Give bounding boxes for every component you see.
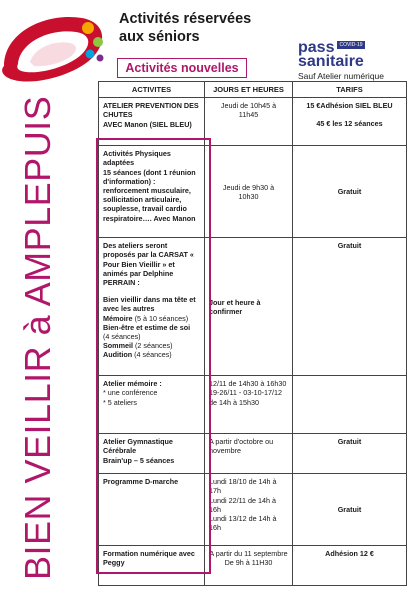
covid-tag: COVID-19 [339, 42, 363, 48]
workshop-line [103, 350, 200, 359]
workshop-sessions: (4 séances) [103, 332, 141, 342]
schedule-cell [205, 474, 293, 546]
price-cell [293, 98, 407, 146]
price-cell [293, 434, 407, 474]
activity-intro: Des ateliers seront proposés par la CARSAT « Pour Bien Vieillir » et animés par Delphine PERRAIN : [103, 241, 194, 288]
schedule-line: Lundi 18/10 de 14h à 17h [209, 477, 277, 496]
schedule-line: 19-26/11 - 03-10-17/12 [209, 388, 282, 398]
document-title [119, 10, 251, 46]
schedule-line: Lundi 13/12 de 14h à 16h [209, 514, 277, 533]
side-title: BIEN VEILLIR à AMPLEPUIS [17, 95, 58, 580]
activity-title: Formation numérique avec Peggy [103, 549, 195, 568]
schedule-line: 11h45 [238, 110, 259, 120]
sanitaire-word: sanitaire [298, 53, 364, 70]
schedule-line: De 9h à 11H30 [224, 558, 273, 568]
price-line: Gratuit [337, 437, 362, 447]
schedule-line: Jeudi de 10h45 à [220, 101, 277, 111]
schedule-line: Jeudi de 9h30 à [222, 182, 275, 192]
schedule-cell [205, 146, 293, 238]
header-schedule: JOURS ET HEURES [205, 82, 293, 98]
price-line: Gratuit [337, 505, 362, 515]
table-row [99, 474, 407, 546]
schedule-cell [205, 238, 293, 376]
activity-cell [99, 434, 205, 474]
header-activities: ACTIVITES [99, 82, 205, 98]
workshop-name: Bien-être et estime de soi [103, 322, 191, 332]
table-row [99, 146, 407, 238]
price-line: Gratuit [337, 241, 362, 251]
price-line: 15 €Adhésion SIEL BLEU [306, 101, 393, 111]
title-line-1: Activités réservées [119, 11, 252, 27]
workshop-name: Mémoire [103, 313, 133, 323]
activity-detail: * 5 ateliers [103, 397, 137, 407]
activity-cell [99, 546, 205, 586]
price-cell [293, 474, 407, 546]
schedule-line: A partir d'octobre ou novembre [209, 437, 274, 456]
schedule-line: 12/11 de 14h30 à 16h30 [209, 379, 287, 389]
workshop-name: Audition [103, 350, 133, 360]
workshop-sessions: (2 séances) [134, 341, 173, 351]
activity-title: Activités Physiques adaptées [103, 149, 171, 168]
activities-table [98, 81, 407, 586]
schedule-line: Lundi 22/11 de 14h à 16h [209, 495, 277, 514]
activity-title: Programme D-marche [103, 477, 179, 487]
header-price: TARIFS [293, 82, 407, 98]
title-line-2: aux séniors [119, 29, 200, 45]
pass-note: Sauf Atelier numérique [298, 71, 384, 81]
schedule-cell [205, 546, 293, 586]
workshop-line [103, 341, 200, 350]
activity-title: ATELIER PREVENTION DES CHUTES [103, 101, 199, 120]
activity-detail: Brain'up – 5 séances [103, 455, 175, 465]
activity-title: Atelier Gymnastique Cérébrale [103, 437, 173, 456]
workshop-title: Bien vieillir dans ma tête et avec les autres [103, 295, 196, 314]
price-line: Adhésion 12 € [325, 549, 374, 559]
activity-cell [99, 146, 205, 238]
pass-sanitaire-logo [298, 40, 384, 81]
activity-cell [99, 98, 205, 146]
price-cell [293, 146, 407, 238]
price-line: Gratuit [337, 187, 362, 197]
activity-title: Atelier mémoire : [103, 379, 162, 389]
schedule-line: A partir du 11 septembre [209, 549, 288, 559]
activity-detail: AVEC Manon (SIEL BLEU) [103, 119, 192, 129]
price-line: 45 € les 12 séances [316, 119, 383, 129]
table-row [99, 98, 407, 146]
table-row [99, 238, 407, 376]
schedule-line: 10h30 [238, 191, 259, 201]
price-cell [293, 238, 407, 376]
table-row [99, 546, 407, 586]
activity-cell [99, 238, 205, 376]
schedule-cell [205, 98, 293, 146]
table-row [99, 376, 407, 434]
price-cell [293, 546, 407, 586]
decorative-logo [0, 6, 112, 98]
activity-cell [99, 474, 205, 546]
schedule-line: de 14h à 15h30 [209, 397, 259, 407]
table-header-row [99, 82, 407, 98]
activity-detail: * une conférence [103, 388, 158, 398]
price-cell [293, 376, 407, 434]
workshop-name: Sommeil [103, 341, 133, 351]
activity-detail: 15 séances (dont 1 réunion d'information) : renforcement musculaire, sollicitation articulaire, souplesse, travail cardio respiratoire…. Avec Manon [103, 167, 196, 223]
workshop-line [103, 314, 200, 323]
activity-cell [99, 376, 205, 434]
pass-word: pass [298, 39, 335, 56]
workshop-sessions: (5 à 10 séances) [134, 313, 189, 323]
subtitle-badge: Activités nouvelles [117, 58, 247, 78]
workshop-sessions: (4 séances) [134, 350, 172, 360]
schedule-line: Jour et heure à confirmer [209, 297, 261, 316]
schedule-cell [205, 434, 293, 474]
table-row [99, 434, 407, 474]
schedule-cell [205, 376, 293, 434]
